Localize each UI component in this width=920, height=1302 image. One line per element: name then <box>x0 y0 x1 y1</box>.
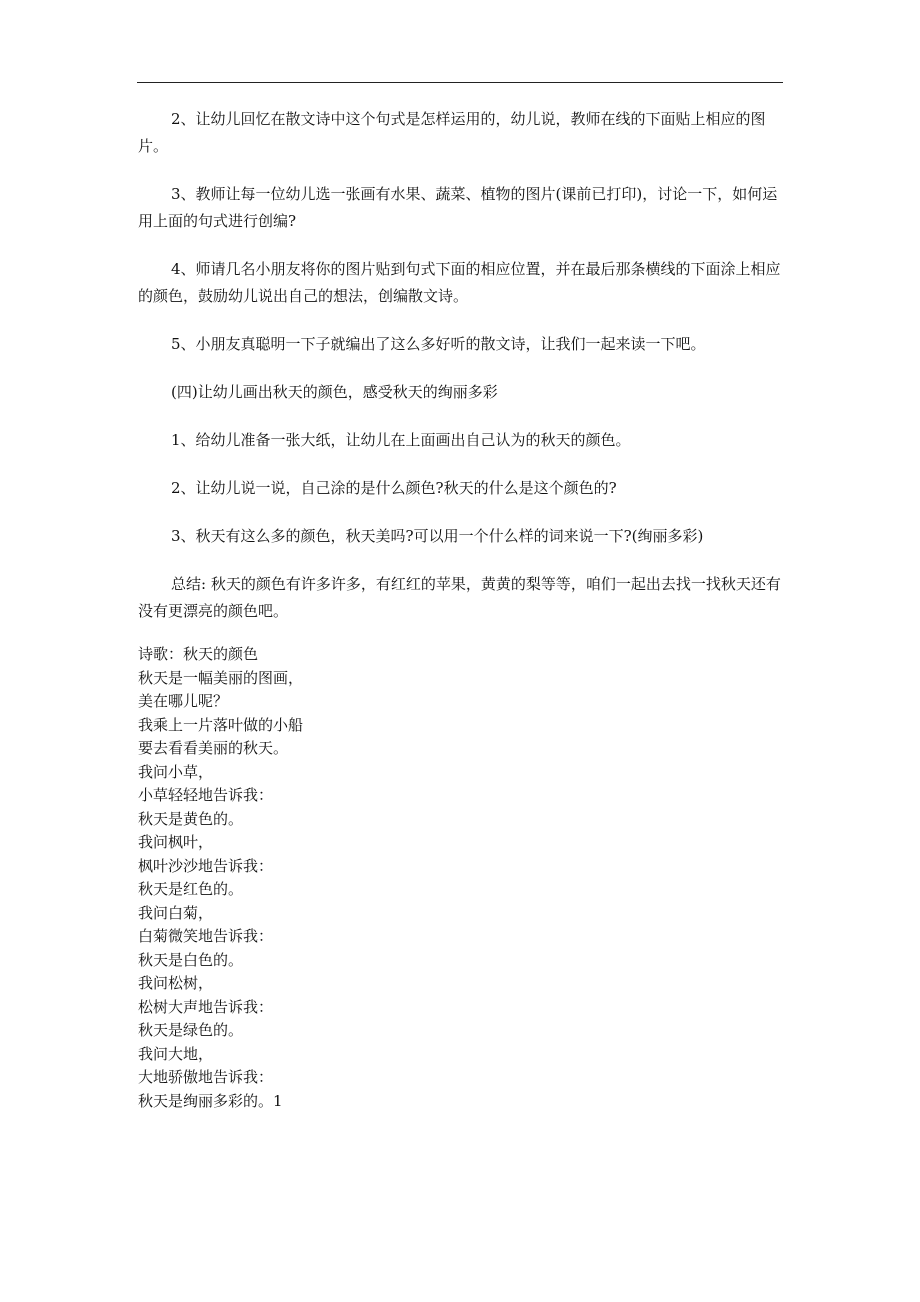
step-paragraph: 3、教师让每一位幼儿选一张画有水果、蔬菜、植物的图片(课前已打印)，讨论一下，如何运用上面的句式进行创编? <box>138 185 778 230</box>
poem-line: 白菊微笑地告诉我： <box>138 927 274 945</box>
poem-line: 我问大地， <box>138 1044 214 1063</box>
poem-line: 秋天是红色的。 <box>138 880 244 898</box>
poem-title: 诗歌：秋天的颜色 <box>138 645 259 663</box>
poem-line: 我乘上一片落叶做的小船 <box>138 715 304 734</box>
section-heading: (四)让幼儿画出秋天的颜色，感受秋天的绚丽多彩 <box>171 383 498 401</box>
poem-line: 松树大声地告诉我： <box>138 997 274 1016</box>
poem-line: 我问松树， <box>138 974 214 992</box>
header-rule <box>137 82 783 83</box>
poem-line: 小草轻轻地告诉我： <box>138 786 274 804</box>
summary-paragraph: 总结: 秋天的颜色有许多许多，有红红的苹果，黄黄的梨等等，咱们一起出去找一找秋天还有没有更漂亮的颜色吧。 <box>138 575 781 620</box>
step-paragraph: 2、让幼儿说一说，自己涂的是什么颜色?秋天的什么是这个颜色的? <box>171 479 617 497</box>
poem-line: 我问白菊， <box>138 903 214 922</box>
poem-line: 我问枫叶， <box>138 833 214 851</box>
step-paragraph: 3、秋天有这么多的颜色，秋天美吗?可以用一个什么样的词来说一下?(绚丽多彩) <box>171 527 704 545</box>
poem-line: 秋天是白色的。 <box>138 950 244 969</box>
poem-line: 秋天是黄色的。 <box>138 809 244 828</box>
poem <box>138 643 783 1113</box>
poem-line: 枫叶沙沙地告诉我： <box>138 856 274 875</box>
poem-line: 大地骄傲地告诉我： <box>138 1068 274 1086</box>
poem-line: 秋天是绚丽多彩的。1 <box>138 1091 283 1110</box>
step-paragraph: 1、给幼儿准备一张大纸，让幼儿在上面画出自己认为的秋天的颜色。 <box>171 431 631 449</box>
poem-line: 我问小草， <box>138 762 214 781</box>
poem-line: 秋天是绿色的。 <box>138 1021 244 1039</box>
step-paragraph: 5、小朋友真聪明一下子就编出了这么多好听的散文诗，让我们一起来读一下吧。 <box>171 335 706 353</box>
step-paragraph: 2、让幼儿回忆在散文诗中这个句式是怎样运用的，幼儿说，教师在线的下面贴上相应的图片。 <box>138 110 766 155</box>
poem-line: 美在哪儿呢？ <box>138 692 229 710</box>
step-paragraph: 4、师请几名小朋友将你的图片贴到句式下面的相应位置，并在最后那条横线的下面涂上相应的颜色，鼓励幼儿说出自己的想法，创编散文诗。 <box>138 260 781 305</box>
poem-line: 要去看看美丽的秋天。 <box>138 739 289 757</box>
lesson-steps <box>138 106 783 646</box>
poem-line: 秋天是一幅美丽的图画， <box>138 668 304 687</box>
